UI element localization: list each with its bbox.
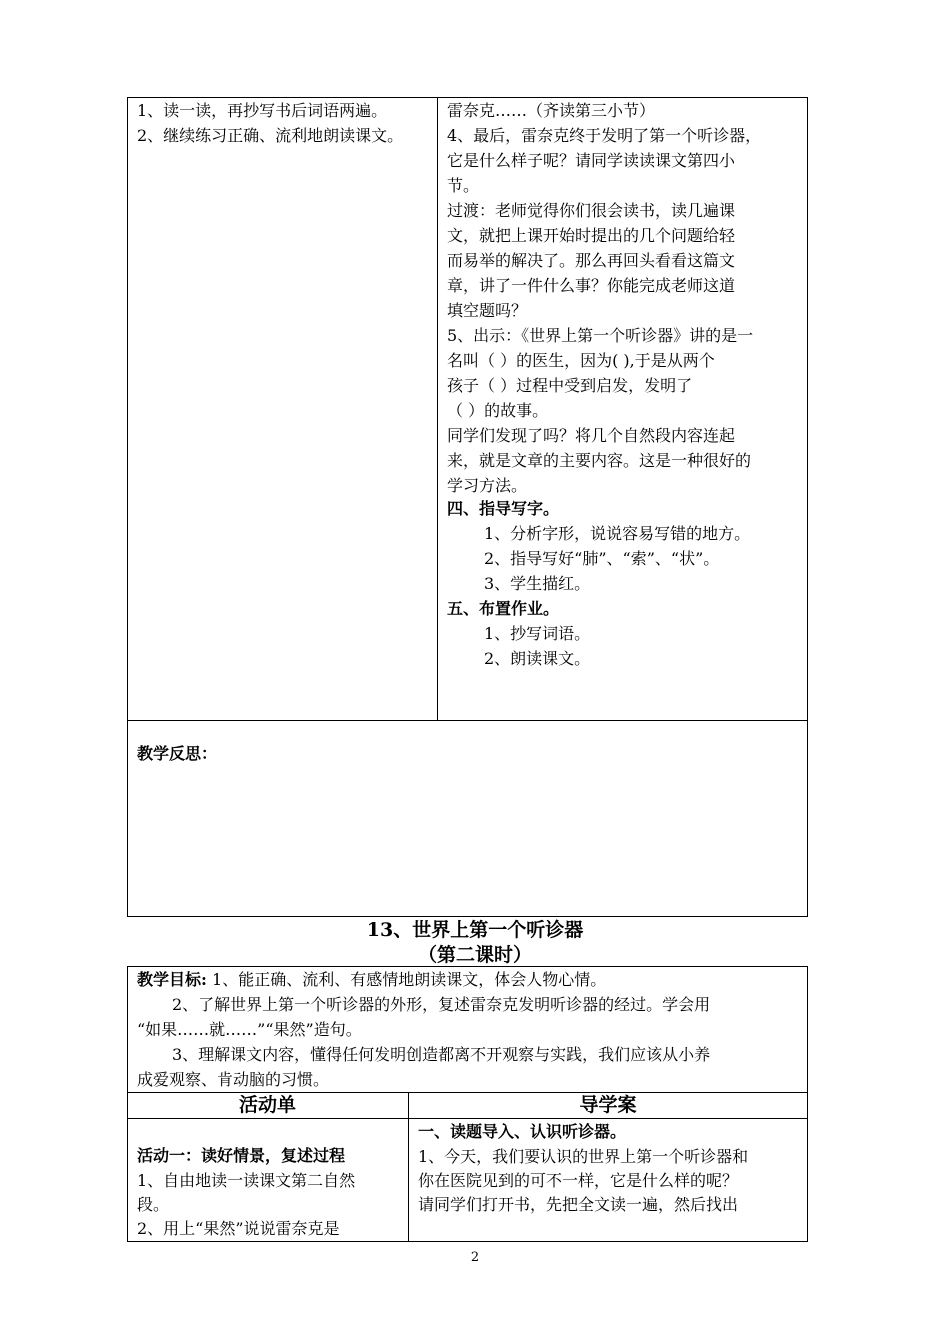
- text-line: 节。: [447, 176, 480, 195]
- text-line: 过渡：老师觉得你们很会读书，读几遍课: [447, 201, 736, 220]
- text-line: 学习方法。: [447, 476, 528, 495]
- upper-table-row-separator: [127, 720, 808, 721]
- header-activity-sheet: 活动单: [238, 1094, 296, 1116]
- text-line: 它是什么样子呢？请同学读读课文第四小: [447, 151, 736, 170]
- lower-table-header-sep: [127, 1118, 808, 1119]
- text-line: 来，就是文章的主要内容。这是一种很好的: [447, 451, 752, 470]
- objective-1: 1、能正确、流利、有感情地朗读课文，体会人物心情。: [212, 970, 607, 989]
- text-line: 雷奈克……（齐读第三小节）: [447, 101, 656, 120]
- text-line: 文，就把上课开始时提出的几个问题给轻: [447, 226, 736, 245]
- text-line: 而易举的解决了。那么再回头看看这篇文: [447, 251, 736, 270]
- page-number: 2: [470, 1250, 480, 1265]
- text-line: 1、今天，我们要认识的世界上第一个听诊器和: [418, 1147, 749, 1166]
- objective-3: 3、理解课文内容，懂得任何发明创造都离不开观察与实践，我们应该从小养: [172, 1045, 711, 1064]
- text-line: 2、指导写好“肺”、“索”、“状”。: [484, 549, 720, 568]
- activity-one-title: 活动一：读好情景，复述过程: [137, 1146, 346, 1165]
- text-line: 1、分析字形，说说容易写错的地方。: [484, 524, 751, 543]
- text-line: （ ）的故事。: [447, 401, 549, 420]
- text-line: 填空题吗？: [447, 301, 528, 320]
- text-line: 2、用上“果然”说说雷奈克是: [137, 1219, 340, 1238]
- text-line: 2、继续练习正确、流利地朗读课文。: [137, 126, 404, 145]
- text-line: 名叫（ ）的医生，因为( ),于是从两个: [447, 351, 715, 370]
- upper-table-divider: [437, 97, 438, 720]
- guide-section-1-title: 一、读题导入、认识听诊器。: [418, 1122, 627, 1141]
- objective-3-cont: 成爱观察、肯动脑的习惯。: [137, 1070, 330, 1089]
- text-line: 5、出示：《世界上第一个听诊器》讲的是一: [447, 326, 754, 345]
- objective-2-cont: “如果……就……”“果然”造句。: [137, 1020, 362, 1039]
- section-4-title: 四、指导写字。: [447, 499, 560, 518]
- objective-line-1: [137, 968, 606, 992]
- reflection-label: 教学反思：: [137, 744, 218, 763]
- lesson-title: 13、世界上第一个听诊器: [366, 919, 584, 941]
- text-line: 同学们发现了吗？将几个自然段内容连起: [447, 426, 736, 445]
- text-line: 3、学生描红。: [484, 574, 591, 593]
- text-line: 2、朗读课文。: [484, 649, 591, 668]
- text-line: 1、抄写词语。: [484, 624, 591, 643]
- text-line: 请同学们打开书，先把全文读一遍，然后找出: [418, 1195, 739, 1214]
- header-guide-plan: 导学案: [579, 1094, 637, 1116]
- text-line: 章，讲了一件什么事？你能完成老师这道: [447, 276, 736, 295]
- text-line: 1、自由地读一读课文第二自然: [137, 1171, 356, 1190]
- text-line: 段。: [137, 1195, 170, 1214]
- objective-2: 2、了解世界上第一个听诊器的外形，复述雷奈克发明听诊器的经过。学会用: [172, 995, 711, 1014]
- text-line: 你在医院见到的可不一样，它是什么样的呢？: [418, 1171, 739, 1190]
- text-line: 孩子（ ）过程中受到启发，发明了: [447, 376, 693, 395]
- objectives-label: 教学目标:: [137, 970, 207, 989]
- section-5-title: 五、布置作业。: [447, 599, 560, 618]
- lesson-subtitle: （第二课时）: [417, 944, 532, 966]
- text-line: 4、最后，雷奈克终于发明了第一个听诊器，: [447, 126, 762, 145]
- text-line: 1、读一读，再抄写书后词语两遍。: [137, 101, 388, 120]
